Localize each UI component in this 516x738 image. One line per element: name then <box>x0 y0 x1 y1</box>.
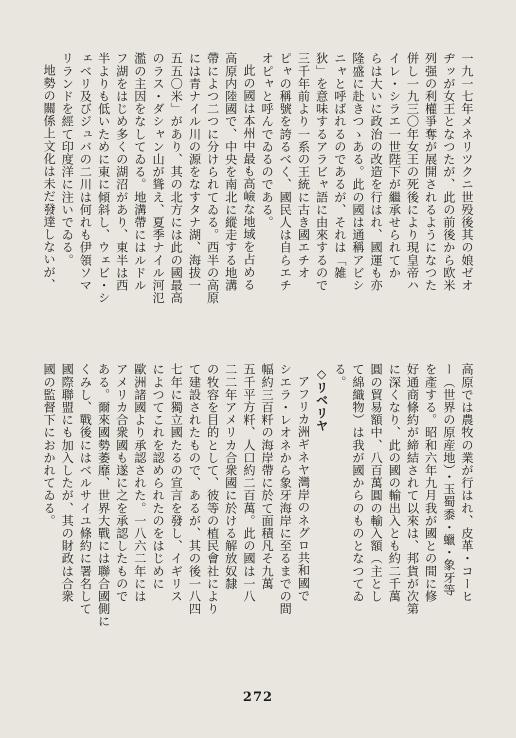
text-column: アフリカ洲ギネヤ灣岸のネグロ共和國で <box>296 375 311 602</box>
text-column: 五五〇米」があり、其の北方には此の國最高 <box>169 52 184 304</box>
text-column: 圓の貿易額中、八百萬圓の輸入額（主とし <box>369 363 384 603</box>
text-column: 歐洲諸國より承認された。一八六二年には <box>132 363 147 603</box>
text-column: 國の監督下におかれてゐる。 <box>42 363 57 527</box>
text-column: くみし、戰後にはベルサイユ條約に署名して <box>78 363 93 615</box>
text-column: 隆盛に赴きつゝある。此の國は通稱アビシ <box>350 52 365 292</box>
text-column: て建設されたもので、あるが、其の後一八四 <box>187 363 202 615</box>
lower-text-band <box>40 363 476 663</box>
text-column: らは大いに政治の改造を行はれ、國運も亦 <box>369 52 384 292</box>
text-column: 濫の主因をなしてゐる。地溝帶にはルドル <box>132 52 147 292</box>
text-column: 二二年アメリカ合衆國に於ける解放奴隸 <box>223 363 238 590</box>
text-column: 一九一七年メネリツクニ世殁後其の娘ゼオ <box>460 52 474 292</box>
text-column: のラス・ダシャン山が聳え、夏季ナイル河氾 <box>151 52 166 304</box>
text-column: 七年に獨立國たるの宣言を發し、イギリス <box>169 363 184 603</box>
text-column: 併し一九三〇年女王の死後により現皇帝ハ <box>405 52 420 292</box>
upper-text-band <box>40 52 476 352</box>
text-column: イレ・シラエ一世陛下が繼承せられてか <box>387 52 402 279</box>
text-column: アメリカ合衆國も遂に之を承認したもので <box>114 363 129 603</box>
section-heading: ◇リベリヤ <box>314 367 329 432</box>
text-column: 半よりも低いために東に傾斜し、ウェビ・シ <box>96 52 111 304</box>
text-column: には青ナイル川の源をなすタナ湖、海拔一 <box>187 52 202 292</box>
text-column: リランドを經て印度洋に注いでゐる。 <box>60 52 75 267</box>
text-column: に深くなり、此の國の輸出入とも約二千萬 <box>387 363 402 603</box>
text-column: る。 <box>332 363 347 389</box>
text-column: ピャの稱號を誇るべく、國民人は自らエチ <box>278 52 293 292</box>
text-column: 帶によつ二つに分けられてゐる。西半の高原 <box>205 52 220 304</box>
text-column: ー（世界の原産地）・玉蜀黍・蠟・象牙等 <box>441 363 456 597</box>
text-column: 狄」を意味するアラビャ語に由來するので <box>314 52 329 292</box>
text-column: 高原内陸國で、中央を南北に縱走する地溝 <box>223 52 238 292</box>
text-column: シエラ・レオネから象牙海岸に至るまでの間 <box>278 363 293 615</box>
text-column: 列强の利權爭奪が展開されるようになつた <box>423 52 438 292</box>
text-column: 高原では農牧の業が行はれ、皮革・コーヒ <box>460 363 474 603</box>
text-column: ある。爾來國勢萎靡、世界大戰には聯合國側に <box>96 363 111 628</box>
text-column: フ湖をはじめ多くの湖沼があり、東半は西 <box>114 52 129 292</box>
text-column: ニャと呼ばれるのであるが、それは「雑 <box>332 52 347 279</box>
text-column: オピャと呼んでゐるのである。 <box>260 52 275 229</box>
text-column: 三千年前より一系の王統に古き國エチオ <box>296 52 311 279</box>
text-column: て綿織物）は我が國からのものとなつてゐ <box>350 363 365 603</box>
text-column: ェベリ及びジュバの二川は何れも伊領ソマ <box>78 52 93 292</box>
text-column: 地勢の關係上文化は未だ發達しないが、 <box>42 64 57 291</box>
text-column: 五千平方粁、人口約二百萬。此の國は一八 <box>241 363 256 603</box>
text-column: 幅約三百粁の海岸帶に於て面積凡そ九萬 <box>260 363 275 590</box>
text-column: によつてこれを認められたのをはじめに <box>151 363 166 590</box>
text-column: を產する。昭和六年九月我が國との間に修 <box>423 363 438 603</box>
text-column: 此の國は本州中最も高嶮な地域を占める <box>241 64 256 291</box>
page-number: 272 <box>242 690 274 705</box>
text-column: 國際聯盟にも加入したが、其の財政は合衆 <box>60 363 75 603</box>
text-column: ヂッが女王となつたが、此の前後から欧米 <box>441 52 456 292</box>
text-column: の牧容を目的として、彼等の植民會社により <box>205 363 220 615</box>
text-column: 好通商條約が締結されて以來は、邦貨が次第 <box>405 363 420 615</box>
